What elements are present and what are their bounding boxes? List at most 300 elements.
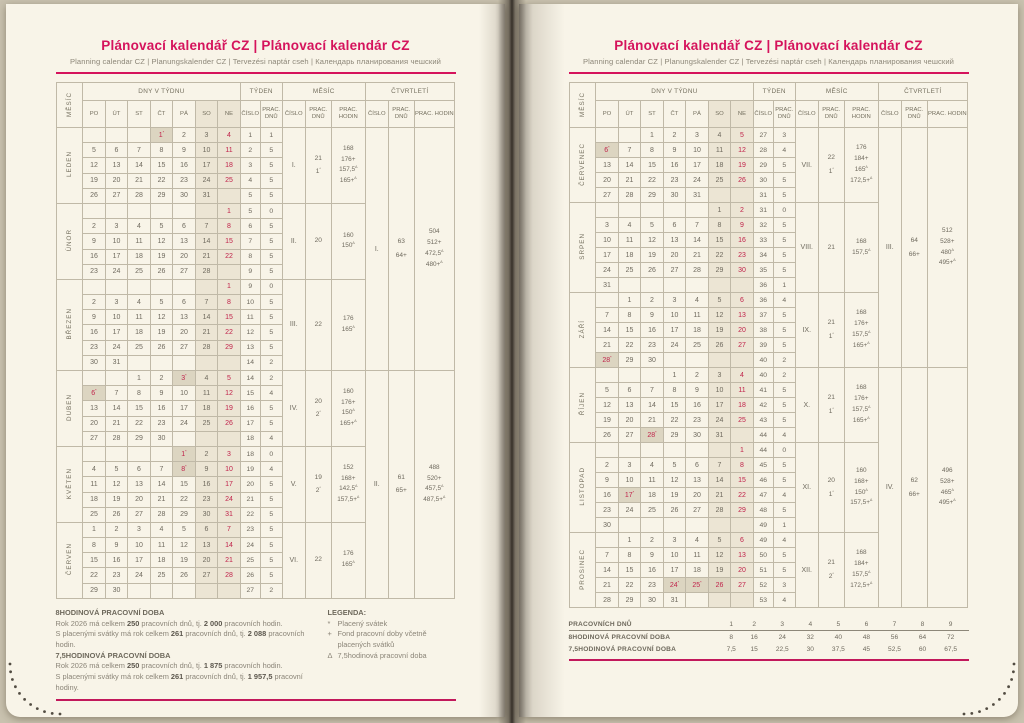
- week-number-cell: 23: [240, 522, 260, 537]
- week-number-cell: 53: [753, 593, 773, 608]
- workdays-hours-table: [569, 618, 969, 655]
- day-cell: 15: [218, 234, 241, 249]
- week-number-cell: 44: [753, 443, 773, 458]
- day-cell: 29: [128, 431, 151, 446]
- day-cell: 20: [105, 173, 128, 188]
- day-cell: [128, 446, 151, 461]
- day-cell: 29: [663, 428, 686, 443]
- week-number-cell: 49: [753, 533, 773, 548]
- week-number-cell: 47: [753, 488, 773, 503]
- day-cell: 4: [618, 218, 641, 233]
- month-workdays-cell: 20 1*: [818, 443, 844, 533]
- month-hours-cell: 160 176+ $150^\Delta$ 165+$^\Delta$: [331, 371, 365, 447]
- month-name-cell: ČERVEN: [57, 522, 83, 598]
- day-cell: 16: [663, 158, 686, 173]
- month-hours-header: PRAC. HODIN: [331, 101, 365, 128]
- day-cell: 3: [596, 218, 619, 233]
- legend-item: [328, 619, 456, 630]
- day-cell: 2: [596, 458, 619, 473]
- week-workdays-cell: 0: [260, 446, 282, 461]
- week-workdays-cell: 5: [773, 503, 795, 518]
- day-cell: 15: [173, 477, 196, 492]
- value-cell: 8: [912, 618, 932, 631]
- title-rule: [569, 72, 969, 74]
- month-name-cell: ŘÍJEN: [570, 368, 596, 443]
- day-cell: 3: [105, 295, 128, 310]
- week-number-cell: 22: [240, 507, 260, 522]
- day-cell: 19: [173, 553, 196, 568]
- day-cell: 19: [708, 563, 731, 578]
- month-name-cell: SRPEN: [570, 203, 596, 293]
- day-cell: 14: [195, 234, 218, 249]
- planning-table: [569, 82, 968, 608]
- hours-row: [569, 631, 969, 644]
- day-cell: 9: [686, 383, 709, 398]
- day-cell: 16: [596, 488, 619, 503]
- week-workdays-cell: 4: [260, 386, 282, 401]
- day-cell: 11: [641, 473, 664, 488]
- day-cell: [731, 188, 754, 203]
- day-cell: [731, 428, 754, 443]
- month-hours-cell: 168 $157,5^\Delta$: [844, 203, 878, 293]
- day-cell: 27: [618, 428, 641, 443]
- day-cell: 7: [150, 462, 173, 477]
- day-cell: 12: [663, 473, 686, 488]
- value-cell: 24: [778, 633, 786, 641]
- day-cell: 11: [686, 308, 709, 323]
- month-hours-cell: 168 176+ $157,5^\Delta$ 165+$^\Delta$: [844, 293, 878, 368]
- month-number-cell: III.: [282, 279, 305, 370]
- day-cell: [708, 593, 731, 608]
- week-workdays-cell: 5: [773, 473, 795, 488]
- day-cell: [618, 443, 641, 458]
- day-cell: 25: [686, 338, 709, 353]
- month-number-cell: XII.: [795, 533, 818, 608]
- footer-8h-title: 8HODINOVÁ PRACOVNÍ DOBA: [55, 607, 165, 617]
- day-cell: 12: [83, 158, 106, 173]
- value-cell: 72: [946, 633, 955, 641]
- day-cell: 16: [195, 477, 218, 492]
- week-workdays-cell: 2: [260, 371, 282, 386]
- month-number-cell: VIII.: [795, 203, 818, 293]
- day-cell: [150, 583, 173, 598]
- day-cell: 14: [618, 158, 641, 173]
- day-cell: 13: [128, 477, 151, 492]
- week-number-cell: 36: [753, 293, 773, 308]
- month-number-cell: VI.: [282, 522, 305, 598]
- day-cell: [731, 278, 754, 293]
- day-cell: 26: [708, 578, 731, 593]
- day-cell: 26: [83, 188, 106, 203]
- day-cell: 30: [663, 188, 686, 203]
- week-number-cell: 1: [240, 128, 260, 143]
- day-cell: 7: [596, 308, 619, 323]
- day-label-st: ST: [641, 101, 664, 128]
- day-cell: 12: [105, 477, 128, 492]
- quarter-workdays-cell: 63 64+: [388, 128, 414, 371]
- table-body: [570, 128, 968, 608]
- day-label-čt: ČT: [150, 101, 173, 128]
- day-cell: 9: [731, 218, 754, 233]
- day-cell: 18: [128, 325, 151, 340]
- week-workdays-cell: 5: [260, 143, 282, 158]
- day-cell: 19: [150, 249, 173, 264]
- month-name-cell: DUBEN: [57, 371, 83, 447]
- value-cell: 9: [933, 618, 969, 631]
- day-cell: [218, 583, 241, 598]
- day-cell: 17: [686, 158, 709, 173]
- day-cell: [641, 278, 664, 293]
- week-number-cell: 9: [240, 264, 260, 279]
- day-cell: 13: [173, 234, 196, 249]
- week-workdays-cell: 5: [773, 458, 795, 473]
- month-workdays-cell: 21 1*: [818, 293, 844, 368]
- day-cell: 14: [686, 233, 709, 248]
- month-workdays-header: PRAC. DNŮ: [818, 101, 844, 128]
- day-cell: 5: [708, 293, 731, 308]
- header-sub-row: [57, 101, 455, 128]
- day-cell: 16: [731, 233, 754, 248]
- day-cell: 31: [663, 593, 686, 608]
- day-cell: 29: [218, 340, 241, 355]
- day-cell: [686, 278, 709, 293]
- month-column-header: MĚSÍC: [570, 83, 596, 128]
- value-cell: 64: [918, 633, 927, 641]
- day-cell: [83, 279, 106, 294]
- month-group-header: MĚSÍC: [282, 83, 365, 101]
- quarter-workdays-cell: 62 66+: [901, 368, 927, 608]
- day-cell: 1: [618, 533, 641, 548]
- day-label-ne: NE: [218, 101, 241, 128]
- day-cell: [663, 518, 686, 533]
- day-cell: [641, 518, 664, 533]
- week-number-cell: 4: [240, 173, 260, 188]
- day-cell: 6: [686, 458, 709, 473]
- day-cell: [218, 188, 241, 203]
- day-cell: 31: [596, 278, 619, 293]
- day-cell: 21: [150, 492, 173, 507]
- day-cell: 10: [105, 310, 128, 325]
- month-workdays-cell: 21 2*: [818, 533, 844, 608]
- month-hours-cell: 168 184+ $157,5^\Delta$ 172,5+$^\Delta$: [844, 533, 878, 608]
- day-cell: [128, 355, 151, 370]
- day-cell: 19: [83, 173, 106, 188]
- week-workdays-cell: 5: [773, 248, 795, 263]
- day-cell: [128, 203, 151, 218]
- day-cell: 19: [663, 488, 686, 503]
- week-workdays-cell: 3: [773, 578, 795, 593]
- day-cell: 29: [83, 583, 106, 598]
- day-cell: 10: [686, 143, 709, 158]
- day-cell: 11: [83, 477, 106, 492]
- month-workdays-header: PRAC. DNŮ: [305, 101, 331, 128]
- month-workdays-cell: 22 1*: [818, 128, 844, 203]
- week-workdays-cell: 4: [773, 488, 795, 503]
- week-workdays-cell: 4: [773, 533, 795, 548]
- day-cell: 4: [731, 368, 754, 383]
- value-cell: 7: [877, 618, 913, 631]
- day-cell: [731, 353, 754, 368]
- day-cell: 12: [641, 233, 664, 248]
- day-cell: 9: [105, 538, 128, 553]
- day-cell: [128, 583, 151, 598]
- week-number-cell: 15: [240, 386, 260, 401]
- day-cell: 27: [686, 503, 709, 518]
- value-cell: 32: [806, 633, 814, 641]
- day-cell: 10: [618, 473, 641, 488]
- day-cell: 21: [195, 325, 218, 340]
- day-cell: 21: [686, 248, 709, 263]
- day-cell: 18: [708, 158, 731, 173]
- day-cell: 20: [663, 248, 686, 263]
- day-label-st: ST: [128, 101, 151, 128]
- day-cell: 27: [596, 188, 619, 203]
- page-title: Plánovací kalendář CZ | Plánovací kalendár CZ: [101, 38, 410, 53]
- day-cell: 17: [105, 325, 128, 340]
- footer-rule-right: [569, 659, 969, 661]
- value-cell: 67,5: [944, 645, 958, 653]
- day-cell: 26: [663, 503, 686, 518]
- week-workdays-cell: 5: [260, 340, 282, 355]
- day-cell: 15: [708, 233, 731, 248]
- week-row: [570, 368, 968, 383]
- day-cell: 24: [105, 340, 128, 355]
- day-cell: 18: [686, 323, 709, 338]
- day-cell: 15: [731, 473, 754, 488]
- day-cell: 17: [708, 398, 731, 413]
- month-number-cell: V.: [282, 446, 305, 522]
- day-cell: 1: [708, 203, 731, 218]
- day-cell: 10: [105, 234, 128, 249]
- day-cell: 1: [128, 371, 151, 386]
- day-cell: 31: [708, 428, 731, 443]
- month-number-cell: XI.: [795, 443, 818, 533]
- day-cell: 4: [708, 128, 731, 143]
- week-number-cell: 31: [753, 203, 773, 218]
- day-cell: 14: [105, 401, 128, 416]
- day-cell: 25: [150, 568, 173, 583]
- day-cell: 7: [618, 143, 641, 158]
- week-number-cell: 37: [753, 308, 773, 323]
- week-number-cell: 12: [240, 325, 260, 340]
- day-cell: 13: [731, 308, 754, 323]
- day-cell: 5: [641, 218, 664, 233]
- day-cell: 8: [128, 386, 151, 401]
- day-cell: [218, 264, 241, 279]
- day-cell: [663, 203, 686, 218]
- day-cell: 22: [618, 338, 641, 353]
- day-cell: 2: [686, 368, 709, 383]
- day-cell: 1*: [173, 446, 196, 461]
- legend-symbol-delta: Δ: [327, 650, 333, 660]
- day-cell: 8: [218, 295, 241, 310]
- day-cell: 4: [128, 219, 151, 234]
- month-hours-cell: 168 176+ $157,5^\Delta$ 165+$^\Delta$: [844, 368, 878, 443]
- value-cell: 5: [821, 618, 857, 631]
- row-label-cell: 7,5HODINOVÁ PRACOVNÍ DOBA: [568, 645, 677, 653]
- day-cell: [663, 353, 686, 368]
- day-cell: 13: [663, 233, 686, 248]
- week-number-cell: 18: [240, 431, 260, 446]
- day-cell: [150, 446, 173, 461]
- day-cell: 17: [105, 249, 128, 264]
- footer-75h-title: 7,5HODINOVÁ PRACOVNÍ DOBA: [55, 650, 171, 660]
- footer-8h-line-2: S placenými svátky má rok celkem 261 pracovních dnů, tj. 2 088 pracovních hodin.: [55, 629, 305, 650]
- day-cell: 23: [83, 340, 106, 355]
- week-workdays-cell: 5: [260, 173, 282, 188]
- quarter-number-cell: IV.: [878, 368, 901, 608]
- week-workdays-cell: 5: [773, 158, 795, 173]
- day-cell: 23: [596, 503, 619, 518]
- day-cell: 21: [105, 416, 128, 431]
- day-cell: [663, 278, 686, 293]
- day-cell: 2: [83, 219, 106, 234]
- planning-table-left-container: [56, 82, 456, 599]
- day-cell: 2: [641, 533, 664, 548]
- day-cell: 16: [150, 401, 173, 416]
- week-workdays-header: PRAC. DNŮ: [260, 101, 282, 128]
- day-cell: [195, 431, 218, 446]
- day-cell: 15: [150, 158, 173, 173]
- day-cell: 8: [150, 143, 173, 158]
- week-number-cell: 27: [240, 583, 260, 598]
- title-rule: [56, 72, 456, 74]
- week-number-cell: 17: [240, 416, 260, 431]
- day-cell: 30: [150, 431, 173, 446]
- week-number-cell: 8: [240, 249, 260, 264]
- value-cell: 60: [918, 645, 927, 653]
- day-cell: 14: [596, 563, 619, 578]
- day-cell: 28: [105, 431, 128, 446]
- month-column-header: MĚSÍC: [57, 83, 83, 128]
- day-cell: 9: [663, 143, 686, 158]
- day-cell: 3: [105, 219, 128, 234]
- day-cell: 25: [708, 173, 731, 188]
- day-cell: 23: [641, 578, 664, 593]
- day-cell: 13: [596, 158, 619, 173]
- day-cell: 24: [663, 338, 686, 353]
- week-number-cell: 31: [753, 188, 773, 203]
- legend: [322, 608, 456, 694]
- day-cell: 14: [150, 477, 173, 492]
- quarter-number-header: ČÍSLO: [365, 101, 388, 128]
- week-workdays-cell: 5: [260, 492, 282, 507]
- month-name-cell: ÚNOR: [57, 203, 83, 279]
- month-hours-header: PRAC. HODIN: [844, 101, 878, 128]
- day-cell: 25*: [686, 578, 709, 593]
- day-cell: 20: [686, 488, 709, 503]
- week-number-cell: 5: [240, 203, 260, 218]
- week-workdays-header: PRAC. DNŮ: [773, 101, 795, 128]
- day-cell: 28: [195, 340, 218, 355]
- week-row: [570, 128, 968, 143]
- quarter-hours-header: PRAC. HODIN: [927, 101, 967, 128]
- hours-row: [569, 643, 969, 655]
- week-number-cell: 50: [753, 548, 773, 563]
- day-cell: 3: [663, 293, 686, 308]
- week-number-cell: 52: [753, 578, 773, 593]
- legend-symbol-asterisk: *: [327, 618, 331, 628]
- day-cell: 19: [731, 158, 754, 173]
- day-cell: 3: [686, 128, 709, 143]
- week-number-cell: 26: [240, 568, 260, 583]
- week-number-cell: 14: [240, 371, 260, 386]
- day-cell: 17: [128, 553, 151, 568]
- day-cell: 5: [596, 383, 619, 398]
- day-cell: 4: [218, 128, 241, 143]
- day-cell: [218, 355, 241, 370]
- quarter-number-cell: I.: [365, 128, 388, 371]
- day-cell: 20: [731, 323, 754, 338]
- week-number-cell: 49: [753, 518, 773, 533]
- day-cell: 30: [686, 428, 709, 443]
- day-cell: 29: [150, 188, 173, 203]
- week-workdays-cell: 5: [773, 308, 795, 323]
- planning-table-right-container: [569, 82, 969, 608]
- day-cell: 18: [618, 248, 641, 263]
- month-number-cell: IX.: [795, 293, 818, 368]
- day-cell: [618, 203, 641, 218]
- week-number-cell: 5: [240, 188, 260, 203]
- day-cell: 16: [83, 249, 106, 264]
- day-cell: 23: [150, 416, 173, 431]
- day-cell: 5: [150, 295, 173, 310]
- day-cell: 6: [128, 462, 151, 477]
- day-cell: 19: [105, 492, 128, 507]
- week-workdays-cell: 5: [260, 522, 282, 537]
- week-number-cell: 32: [753, 218, 773, 233]
- week-number-cell: 21: [240, 492, 260, 507]
- day-cell: 7: [128, 143, 151, 158]
- legend-label: 7,5hodinová pracovní doba: [337, 650, 427, 660]
- month-name-cell: LISTOPAD: [570, 443, 596, 533]
- month-workdays-cell: 21 1*: [818, 368, 844, 443]
- week-workdays-cell: 1: [773, 278, 795, 293]
- day-cell: 5: [218, 371, 241, 386]
- day-cell: 27: [173, 340, 196, 355]
- day-cell: 1: [218, 279, 241, 294]
- day-cell: 23: [663, 173, 686, 188]
- day-cell: 30: [641, 353, 664, 368]
- day-cell: 23: [195, 492, 218, 507]
- day-cell: 5: [731, 128, 754, 143]
- week-number-cell: 40: [753, 368, 773, 383]
- week-group-header: TÝDEN: [753, 83, 795, 101]
- day-cell: 24: [686, 173, 709, 188]
- day-cell: 1: [663, 368, 686, 383]
- day-cell: 17: [173, 401, 196, 416]
- day-cell: [596, 443, 619, 458]
- week-workdays-cell: 5: [773, 563, 795, 578]
- week-number-cell: 11: [240, 310, 260, 325]
- day-cell: 26: [105, 507, 128, 522]
- row-label-cell: PRACOVNÍCH DNŮ: [569, 618, 719, 631]
- day-cell: 19: [150, 325, 173, 340]
- day-cell: [686, 593, 709, 608]
- day-cell: 3: [618, 458, 641, 473]
- month-name-cell: LEDEN: [57, 128, 83, 204]
- day-cell: 20: [173, 325, 196, 340]
- day-cell: 22: [218, 249, 241, 264]
- week-number-cell: 45: [753, 458, 773, 473]
- day-cell: 5: [663, 458, 686, 473]
- value-cell: 40: [834, 633, 843, 641]
- week-workdays-cell: 3: [773, 128, 795, 143]
- value-cell: 7,5: [726, 645, 736, 653]
- week-number-cell: 41: [753, 383, 773, 398]
- day-cell: 2: [663, 128, 686, 143]
- quarter-number-header: ČÍSLO: [878, 101, 901, 128]
